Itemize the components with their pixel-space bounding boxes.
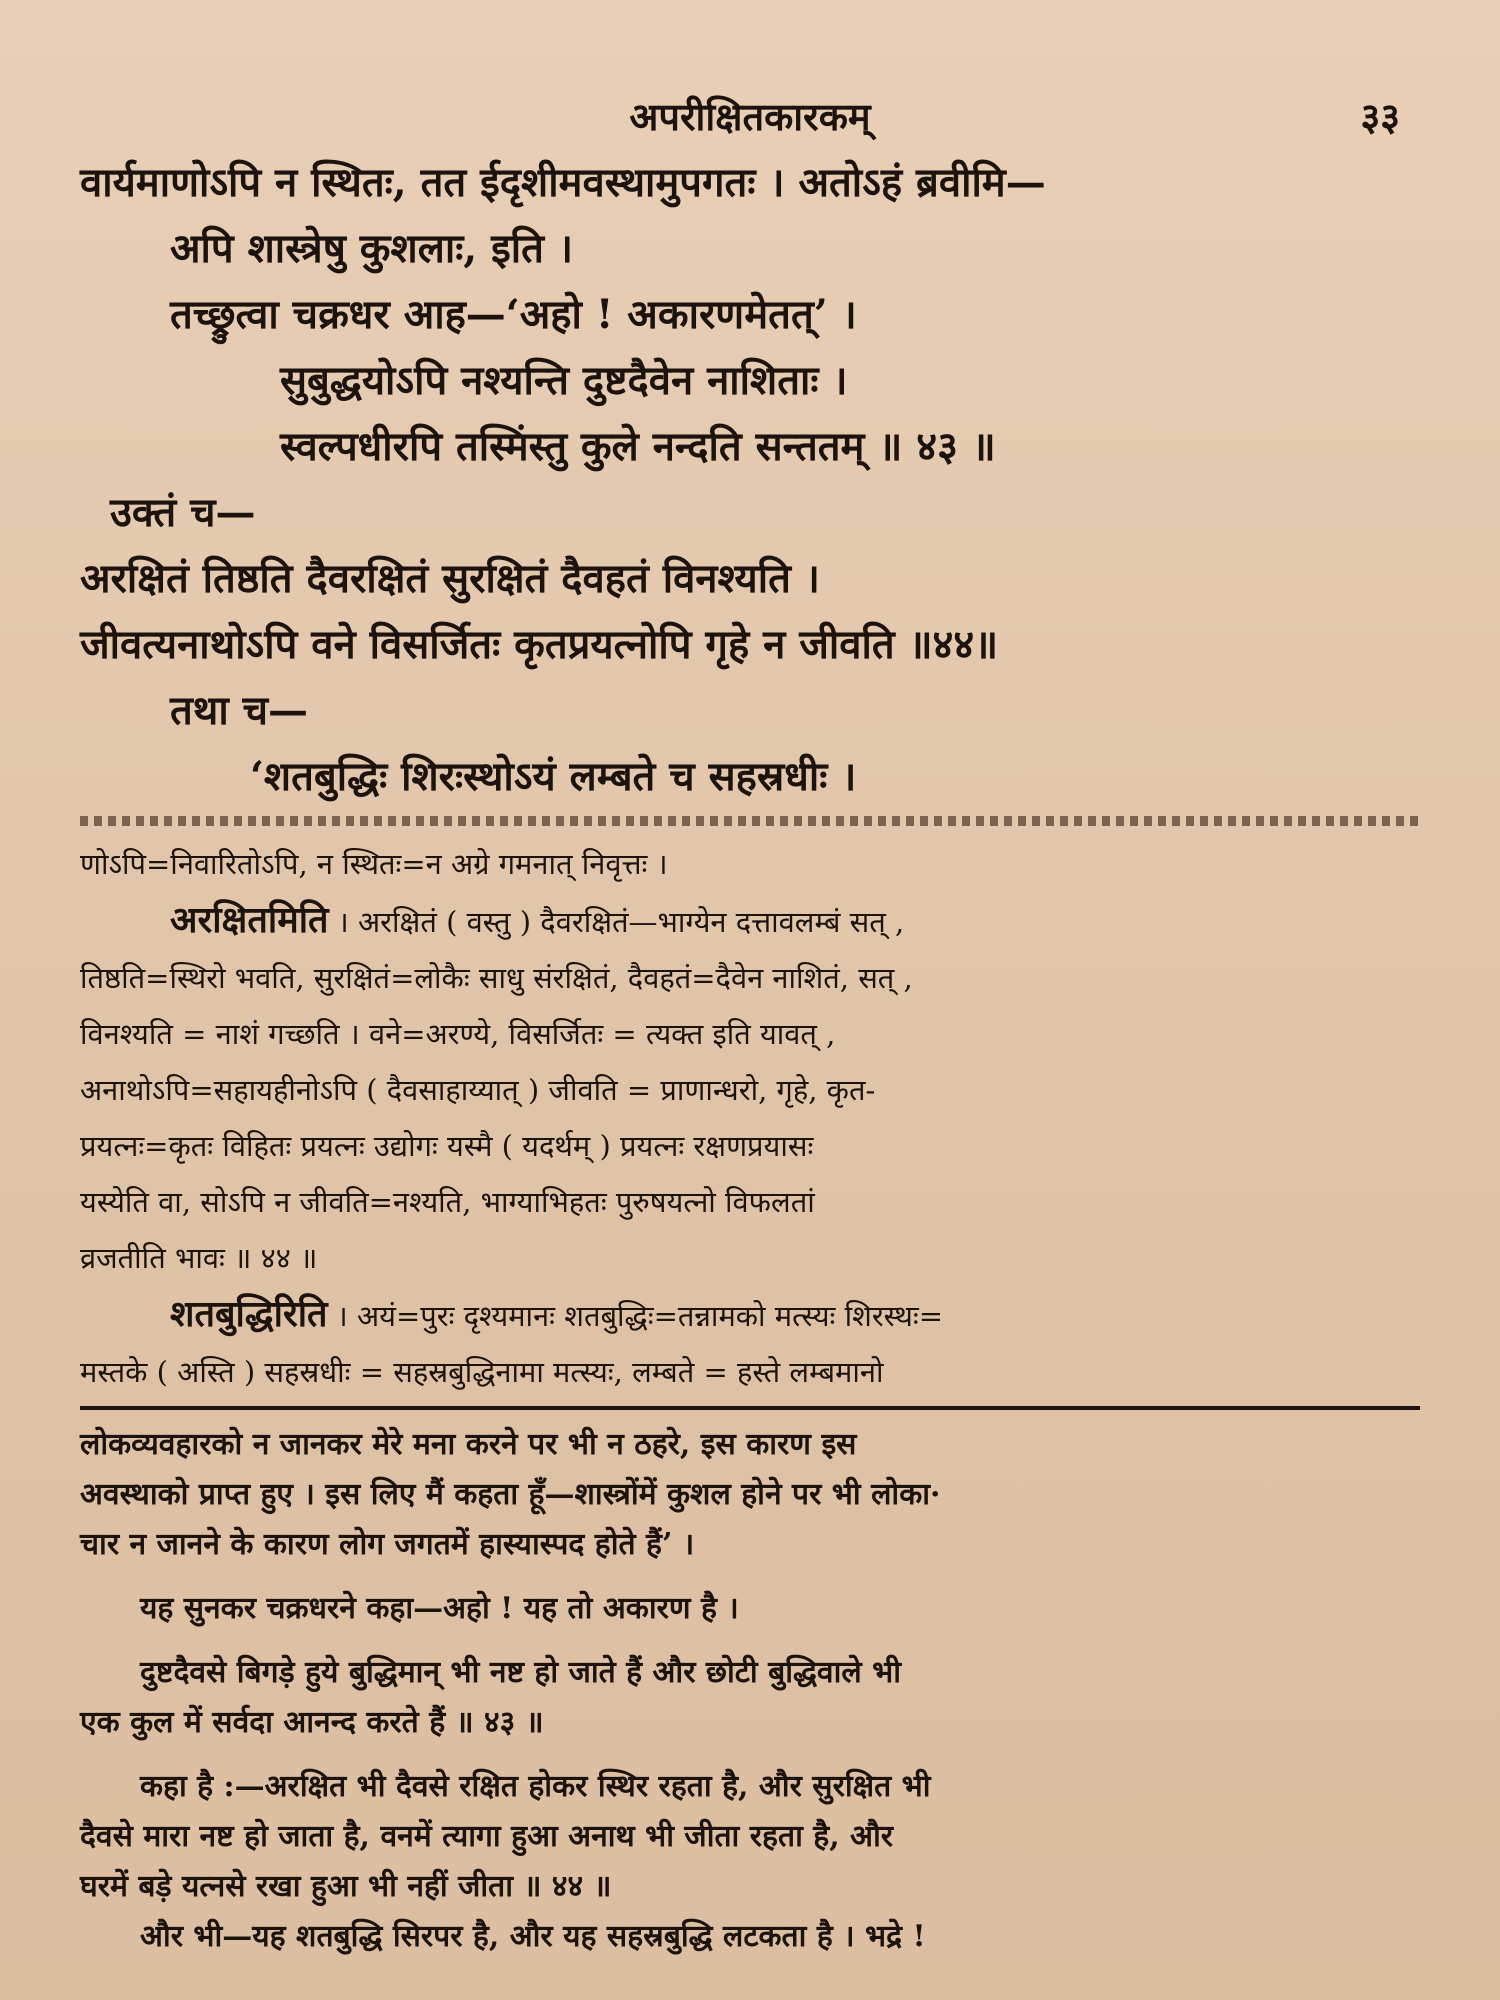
verse-line: तच्छ्रुत्वा चक्रधर आह—‘अहो ! अकारणमेतत्’ ।: [170, 291, 857, 338]
commentary-line: व्रजतीति भावः ॥ ४४ ॥: [80, 1241, 318, 1275]
commentary-line: प्रयत्नः=कृतः विहितः प्रयत्नः उद्योगः यस्मै ( यदर्थम् ) प्रयत्नः रक्षणप्रयासः: [80, 1129, 814, 1163]
section-rule: [80, 1406, 1420, 1410]
verse-line: उक्तं च—: [110, 489, 256, 536]
commentary-line: मस्तके ( अस्ति ) सहस्रधीः = सहस्रबुद्धिनामा मत्स्यः, लम्बते = हस्ते लम्बमानो: [80, 1355, 884, 1389]
commentary-line: तिष्ठति=स्थिरो भवति, सुरक्षितं=लोकैः साधु संरक्षितं, दैवहतं=दैवेन नाशितं, सत् ,: [80, 961, 913, 995]
verse-line: तथा च—: [170, 687, 309, 734]
page-title: अपरीक्षितकारकम्: [629, 94, 871, 139]
wavy-divider: [80, 816, 1420, 826]
commentary-lead: अरक्षितमिति: [170, 899, 329, 941]
translation-line: घरमें बड़े यत्नसे रखा हुआ भी नहीं जीता ॥ ४४ ॥: [80, 1869, 612, 1904]
translation-line: अवस्थाको प्राप्त हुए । इस लिए मैं कहता हूँ—शास्त्रोंमें कुशल होने पर भी लोका·: [80, 1477, 941, 1512]
page-number: ३३: [1360, 94, 1400, 139]
translation-line: दैवसे मारा नष्ट हो जाता है, वनमें त्यागा हुआ अनाथ भी जीता रहता है, और: [80, 1819, 894, 1854]
commentary-text: । अयं=पुरः दृश्यमानः शतबुद्धिः=तन्नामको मत्स्यः शिरस्थः=: [327, 1299, 944, 1333]
translation-line: यह सुनकर चक्रधरने कहा—अहो ! यह तो अकारण है ।: [140, 1591, 739, 1626]
translation-line: दुष्टदैवसे बिगड़े हुये बुद्धिमान् भी नष्ट हो जाते हैं और छोटी बुद्धिवाले भी: [140, 1655, 902, 1690]
translation-line: और भी—यह शतबुद्धि सिरपर है, और यह सहस्रबुद्धि लटकता है । भद्रे !: [140, 1919, 926, 1954]
translation-line: लोकव्यवहारको न जानकर मेरे मना करने पर भी न ठहरे, इस कारण इस: [80, 1427, 857, 1462]
translation-line: चार न जानने के कारण लोग जगतमें हास्यास्पद होते हैं’ ।: [80, 1527, 695, 1562]
page-header: [80, 90, 1420, 150]
translation-line: कहा है :—अरक्षित भी दैवसे रक्षित होकर स्थिर रहता है, और सुरक्षित भी: [140, 1769, 931, 1804]
verse-line: ‘शतबुद्धिः शिरःस्थोऽयं लम्बते च सहस्रधीः ।: [250, 753, 857, 800]
verse-line: स्वल्पधीरपि तस्मिंस्तु कुले नन्दति सन्ततम् ॥ ४३ ॥: [280, 423, 996, 470]
commentary-line: अनाथोऽपि=सहायहीनोऽपि ( दैवसाहाय्यात् ) जीवति = प्राणान्धरो, गृहे, कृत-: [80, 1073, 876, 1107]
commentary-line: णोऽपि=निवारितोऽपि, न स्थितः=न अग्रे गमनात् निवृत्तः ।: [80, 847, 668, 881]
verse-section: [80, 150, 1420, 810]
verse-line: अपि शास्त्रेषु कुशलाः, इति ।: [170, 225, 574, 272]
verse-line: अरक्षितं तिष्ठति दैवरक्षितं सुरक्षितं दैवहतं विनश्यति ।: [80, 555, 820, 602]
commentary-line: [80, 1286, 1420, 1344]
commentary-line: यस्येति वा, सोऽपि न जीवति=नश्यति, भाग्याभिहतः पुरुषयत्नो विफलतां: [80, 1185, 815, 1219]
commentary-lead: शतबुद्धिरिति: [170, 1293, 328, 1335]
commentary-line: [80, 892, 1420, 950]
commentary-section: [80, 836, 1420, 1400]
translation-line: एक कुल में सर्वदा आनन्द करते हैं ॥ ४३ ॥: [80, 1705, 544, 1740]
hindi-translation: [80, 1420, 1420, 1962]
verse-line: वार्यमाणोऽपि न स्थितः, तत ईदृशीमवस्थामुपगतः । अतोऽहं ब्रवीमि—: [80, 159, 1046, 206]
verse-line: सुबुद्धयोऽपि नश्यन्ति दुष्टदैवेन नाशिताः ।: [280, 357, 848, 404]
verse-line: जीवत्यनाथोऽपि वने विसर्जितः कृतप्रयत्नोपि गृहे न जीवति ॥४४॥: [80, 621, 999, 668]
commentary-line: विनश्यति = नाशं गच्छति । वने=अरण्ये, विसर्जितः = त्यक्त इति यावत् ,: [80, 1017, 836, 1051]
commentary-text: । अरक्षितं ( वस्तु ) दैवरक्षितं—भाग्येन दत्तावलम्बं सत् ,: [328, 905, 905, 939]
